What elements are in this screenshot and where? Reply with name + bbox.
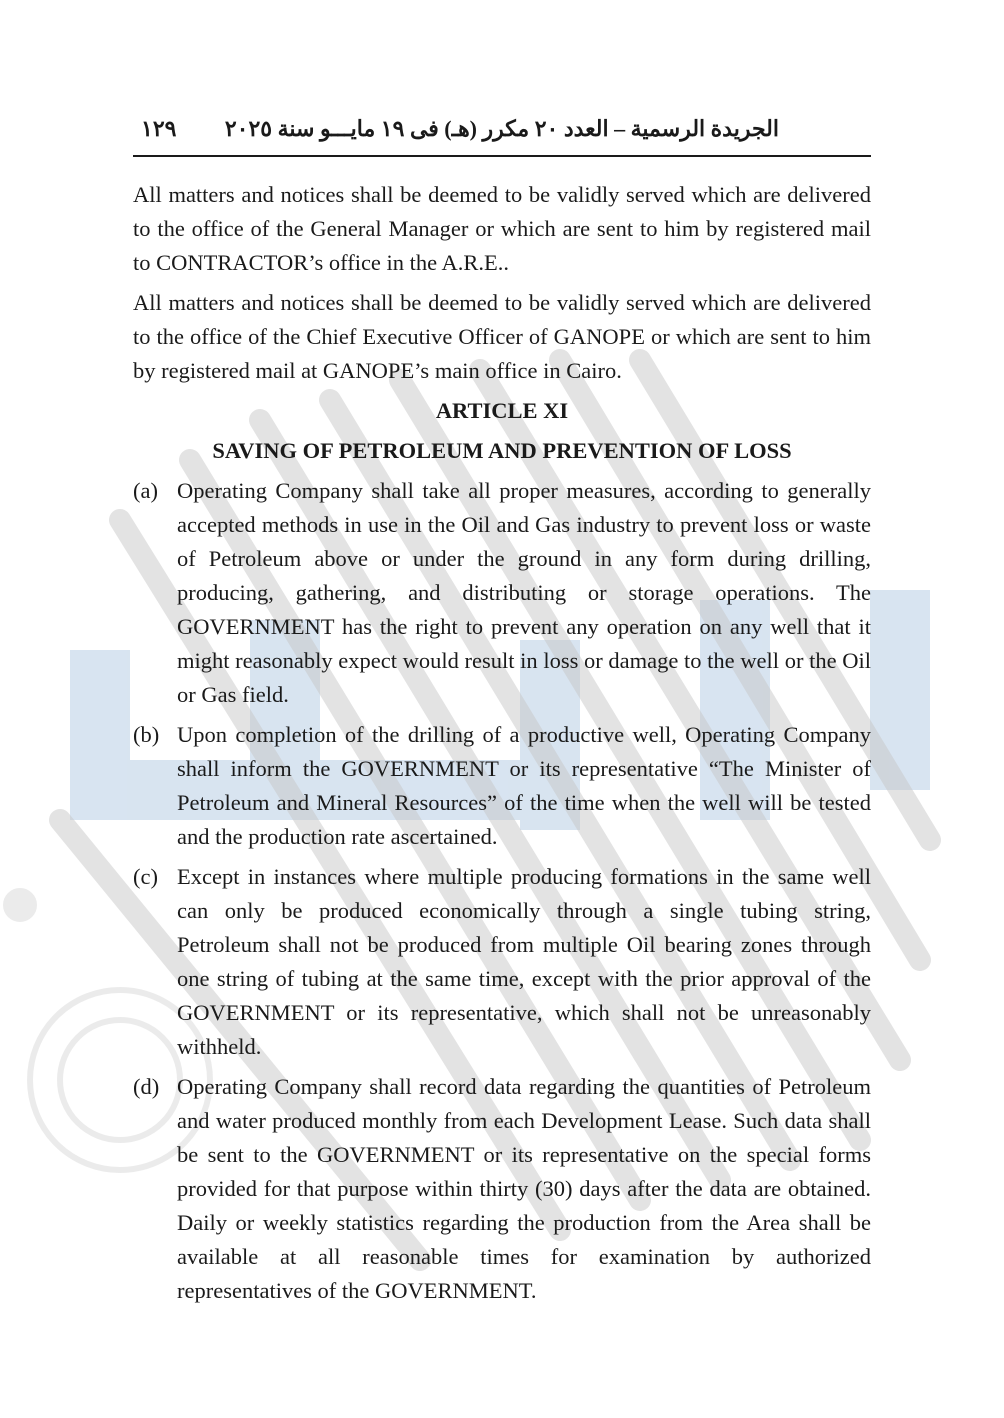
article-subheading: SAVING OF PETROLEUM AND PREVENTION OF LOSS: [212, 438, 792, 463]
header-divider: [133, 155, 871, 157]
header-title: الجريدة الرسمية – العدد ٢٠ مكرر (هـ) فى ١٩ مايـــو سنة ٢٠٢٥: [224, 116, 779, 141]
paragraph-notice-contractor: All matters and notices shall be deemed to be validly served which are delivered to the office of the General Manager or which are sent to him by registered mail to CONTRACTOR’s office in the A.R.E..: [133, 182, 871, 275]
paragraph-notice-ganope: All matters and notices shall be deemed to be validly served which are delivered to the office of the Chief Executive Officer of GANOPE or which are sent to him by registered mail at GANOPE’s main office in Cairo.: [133, 290, 871, 383]
item-marker: (b): [133, 722, 160, 747]
item-text: Upon completion of the drilling of a productive well, Operating Company shall inform the GOVERNMENT or its representative “The Minister of Petroleum and Mineral Resources” of the time when the well will be tested and the production rate ascertained.: [177, 722, 871, 849]
item-marker: (c): [133, 864, 158, 889]
page-number: ١٢٩: [141, 116, 177, 141]
article-item-d: [133, 1070, 871, 1308]
page-header: [133, 112, 871, 152]
item-marker: (a): [133, 478, 158, 503]
article-item-a: [133, 474, 871, 712]
item-text: Except in instances where multiple producing formations in the same well can only be produced economically through a single tubing string, Petroleum shall not be produced from multiple Oil bearing zones through one string of tubing at the same time, except with the prior approval of the GOVERNMENT or its representative, which shall not be unreasonably withheld.: [177, 864, 871, 1059]
article-item-c: [133, 860, 871, 1064]
document-body: [133, 178, 871, 1314]
article-item-b: [133, 718, 871, 854]
item-marker: (d): [133, 1074, 160, 1099]
item-text: Operating Company shall record data regarding the quantities of Petroleum and water produced monthly from each Development Lease. Such data shall be sent to the GOVERNMENT or its representative on the special forms provided for that purpose within thirty (30) days after the data are obtained. Daily or weekly statistics regarding the production from the Area shall be available at all reasonable times for examination by authorized representatives of the GOVERNMENT.: [177, 1074, 871, 1303]
article-heading: ARTICLE XI: [435, 398, 569, 423]
item-text: Operating Company shall take all proper measures, according to generally accepted methods in use in the Oil and Gas industry to prevent loss or waste of Petroleum above or under the ground in any form during drilling, producing, gathering, and distributing or storage operations. The GOVERNMENT has the right to prevent any operation on any well that it might reasonably expect would result in loss or damage to the well or the Oil or Gas field.: [177, 478, 871, 707]
